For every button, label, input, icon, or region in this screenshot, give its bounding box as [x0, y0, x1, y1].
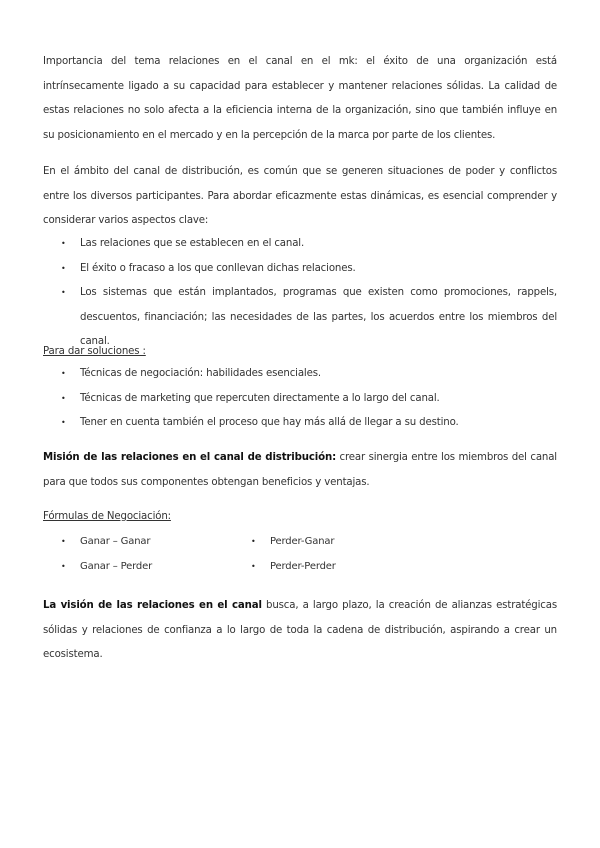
bullet-icon: •	[251, 537, 256, 546]
bullet-icon: •	[61, 561, 66, 571]
bullet-icon: •	[61, 288, 66, 297]
list-item: • Ganar – Ganar	[43, 530, 557, 555]
list-item: • Los sistemas que están implantados, programas que existen como promociones, rappels, descuentos, financiación; las necesidades de las partes, los acuerdos entre los miembros del canal.	[43, 281, 557, 355]
list-item: • Perder-Ganar	[233, 530, 600, 555]
list-item: • Perder-Perder	[233, 555, 600, 580]
bullet-icon: •	[61, 393, 66, 403]
vision-paragraph: La visión de las relaciones en el canal busca, a largo plazo, la creación de alianzas estratégicas sólidas y relaciones de confianza a lo largo de toda la cadena de distribución, aspirando a crear un ecosistema.	[43, 600, 557, 660]
list-item: • Ganar – Perder	[43, 555, 557, 580]
bullet-icon: •	[61, 537, 66, 546]
solutions-list	[43, 362, 557, 436]
list-item: • Técnicas de marketing que repercuten directamente a lo largo del canal.	[43, 387, 557, 412]
mision-paragraph: Misión de las relaciones en el canal de distribución: crear sinergia entre los miembros del canal para que todos sus componentes obtengan beneficios y ventajas.	[43, 452, 557, 488]
list-item: • Las relaciones que se establecen en el canal.	[43, 232, 557, 257]
list-item: • Tener en cuenta también el proceso que hay más allá de llegar a su destino.	[43, 411, 557, 436]
bullet-icon: •	[61, 369, 66, 378]
intro-paragraph: Importancia del tema relaciones en el canal en el mk: el éxito de una organización está intrínsecamente ligado a su capacidad para establecer y mantener relaciones sólidas. La calidad de estas relaciones no solo afecta a la eficiencia interna de la organización, sino que también influye en su posicionamiento en el mercado y en la percepción de la marca por parte de los clientes.	[43, 56, 557, 141]
formulas-left-column	[43, 530, 223, 579]
bullet-icon: •	[61, 239, 66, 248]
formulas-right-column	[233, 530, 413, 579]
list-item: • El éxito o fracaso a los que conllevan dichas relaciones.	[43, 257, 557, 282]
vision-title: La visión de las relaciones en el canal	[43, 600, 262, 611]
list-item: • Técnicas de negociación: habilidades esenciales.	[43, 362, 557, 387]
key-aspects-list	[43, 232, 557, 355]
bullet-icon: •	[61, 418, 66, 427]
bullet-icon: •	[251, 561, 256, 571]
solutions-heading: Para dar soluciones :	[43, 346, 146, 357]
distribution-paragraph: En el ámbito del canal de distribución, es común que se generen situaciones de poder y conflictos entre los diversos participantes. Para abordar eficazmente estas dinámicas, es esencial comprender y considerar varios aspectos clave:	[43, 166, 557, 226]
mision-title: Misión de las relaciones en el canal de distribución:	[43, 452, 336, 463]
formulas-heading: Fórmulas de Negociación:	[43, 511, 171, 522]
bullet-icon: •	[61, 263, 66, 273]
